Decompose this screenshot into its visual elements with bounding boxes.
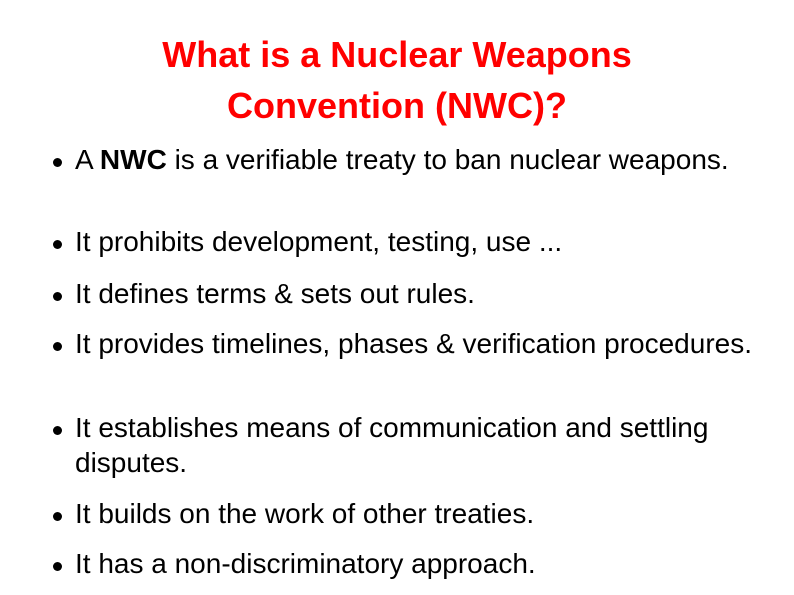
bullet-dot-icon: [53, 292, 62, 301]
bullet-dot-icon: [53, 512, 62, 521]
bullet-dot-icon: [53, 158, 62, 167]
bullet-text: It builds on the work of other treaties.: [75, 498, 535, 529]
title-line-2: Convention (NWC)?: [227, 85, 567, 126]
bullet-text: It provides timelines, phases & verification procedures.: [75, 328, 752, 359]
bullet-text: It has a non-discriminatory approach.: [75, 548, 536, 579]
slide-title: [0, 29, 794, 131]
bullet-text: It establishes means of communication and settling disputes.: [75, 412, 709, 478]
bullet-text: A NWC is a verifiable treaty to ban nuclear weapons.: [75, 144, 729, 175]
bullet-text: It defines terms & sets out rules.: [75, 278, 475, 309]
title-line-1: What is a Nuclear Weapons: [162, 34, 632, 75]
bullet-dot-icon: [53, 342, 62, 351]
bullet-dot-icon: [53, 240, 62, 249]
bullet-dot-icon: [53, 562, 62, 571]
bullet-text: It prohibits development, testing, use ...: [75, 226, 563, 257]
nwc-term: NWC: [99, 144, 167, 175]
bullet-dot-icon: [53, 426, 62, 435]
